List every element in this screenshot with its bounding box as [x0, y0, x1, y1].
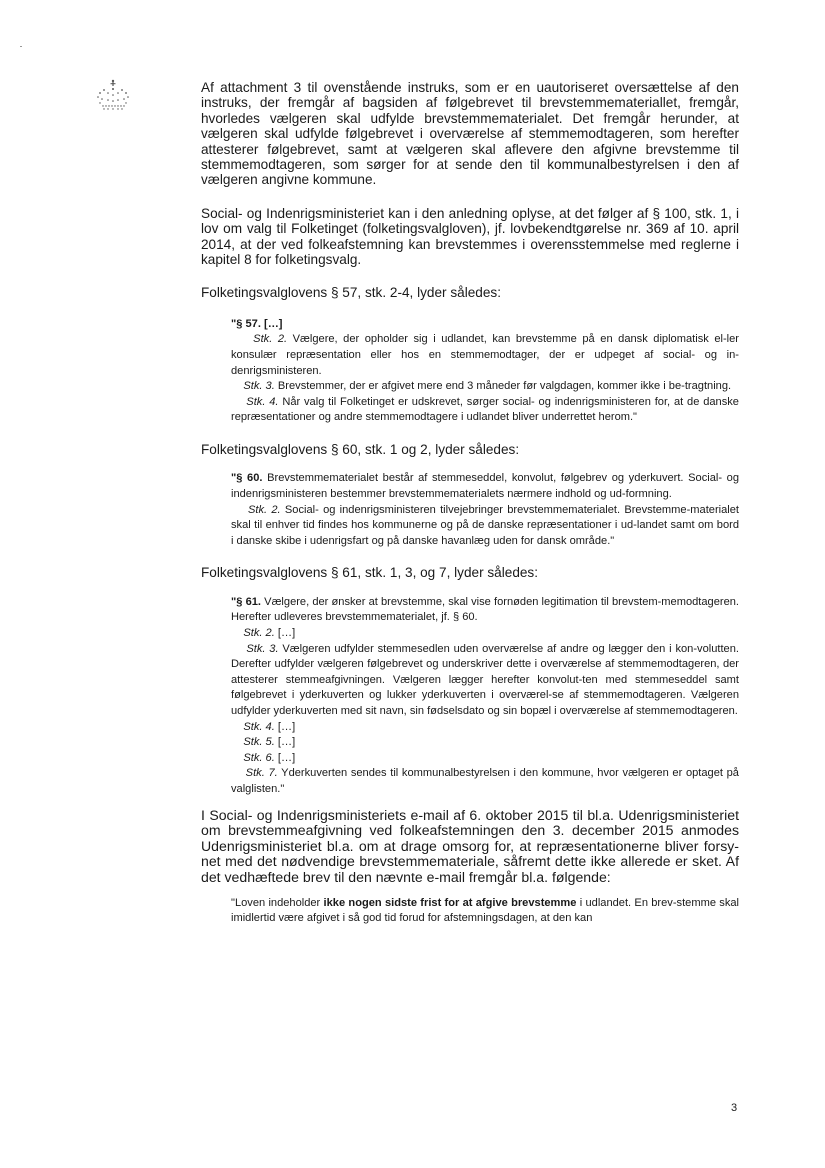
quote-60-stk2: Stk. 2. Social- og indenrigsministeren tilvejebringer brevstemmematerialet. Brevstemme-materialet skal til enhver tid findes hos kommunerne og på de danske repræsentationer i ud-landet samt om bord i danske skibe i udenrigsfart og på danske havanlæg uden for dansk område." — [231, 503, 739, 547]
quote-section-60 — [231, 471, 739, 549]
quote-section-57 — [231, 317, 739, 426]
paragraph-ministry: Social- og Indenrigsministeriet kan i den anledning oplyse, at det følger af § 100, stk. 1, i lov om valg til Folketinget (folketingsvalgloven), jf. lovbekendtgørelse nr. 369 af 10. april 2014, at der ved folkeafstemning kan brevstemmes i overensstemmelse med reglerne i kapitel 8 for folketingsvalg. — [201, 205, 739, 268]
quote-57-stk2: Stk. 2. Vælgere, der opholder sig i udlandet, kan brevstemme på en dansk diplomatisk el-ler konsulær repræsentation eller hos en stemmemodtager, der er udpeget af social- og in-denrigsministeren. — [231, 333, 739, 377]
quote-61-stk7: Stk. 7. Yderkuverten sendes til kommunalbestyrelsen i den kommune, hvor vælgeren er optaget på valglisten." — [231, 767, 739, 795]
paragraph-email: I Social- og Indenrigsministeriets e-mail af 6. oktober 2015 til bl.a. Udenrigsministeriet om brevstemmeafgivning ved folkeafstemningen den 3. december 2015 anmodes Udenrigsministeriet bl.a. om at drage omsorg for, at repræsentationerne bliver forsy-net med det nødvendige brevstemmemateriale, såfremt dette ikke allerede er sket. Af det vedhæftede brev til den nævnte e-mail fremgår bl.a. følgende: — [201, 806, 739, 885]
quote-61-stk2: Stk. 2. […] — [243, 627, 296, 639]
quote-60-stk1: "§ 60. Brevstemmematerialet består af stemmeseddel, konvolut, følgebrev og yderkuvert. Social- og indenrigsministeren bestemmer brevstemmematerialets nærmere indhold og ud-formning. — [231, 472, 739, 501]
scan-speck — [20, 46, 22, 47]
page-number: 3 — [731, 1102, 738, 1114]
quote-61-stk3: Stk. 3. Vælgeren udfylder stemmesedlen uden overværelse af andre og lægger den i kon-volutten. Derefter udfylder vælgeren følgebrevet og underskriver dette i overværelse af stemmemodtageren, der attesterer stemmeafgivningen. Vælgeren lægger herefter konvolut-ten med stemmeseddel samt følgebrevet i yderkuverten og lukker yderkuverten i overværel-se af stemmemodtageren. Vælgeren udfylder yderkuverten med sit navn, sin fødselsdato og sin bopæl i overværelse af stemmemodtageren. — [231, 642, 739, 717]
heading-section-61: Folketingsvalglovens § 61, stk. 1, 3, og 7, lyder således: — [201, 565, 539, 581]
quote-57-head: "§ 57. […] — [231, 317, 283, 330]
quote-57-stk4: Stk. 4. Når valg til Folketinget er udskrevet, sørger social- og indenrigsministeren for, at de danske repræsentationer og andre stemmemodtagere i udlandet bliver underrettet herom." — [231, 395, 739, 424]
paragraph-attachment: Af attachment 3 til ovenstående instruks, som er en uautoriseret oversættelse af den instruks, der fremgår af bagsiden af følgebrevet til brevstemmemateriallet, fremgår, hvorledes vælgeren skal udfylde brevstemmematerialet. Det fremgår herunder, at vælgeren skal udfylde følgebrevet i overværelse af stemmemodtageren, som herefter attesterer følgebrevet, samt at vælgeren skal aflevere den afgivne brevstemme til stemmemodtageren, som sørger for at sende den til kommunalbestyrelsen i den af vælgeren angivne kommune. — [201, 80, 739, 188]
quote-61-stk5: Stk. 5. […] — [243, 736, 296, 749]
quote-61-stk1: "§ 61. Vælgere, der ønsker at brevstemme, skal vise fornøden legitimation til brevstem-memodtageren. Herefter udleveres brevstemmematerialet, jf. § 60. — [231, 595, 740, 624]
heading-section-60: Folketingsvalglovens § 60, stk. 1 og 2, lyder således: — [201, 442, 520, 458]
quote-61-stk4: Stk. 4. […] — [243, 720, 296, 733]
quote-61-stk6: Stk. 6. […] — [243, 751, 296, 764]
quote-letter-text: "Loven indeholder ikke nogen sidste frist for at afgive brevstemme i udlandet. En brev-stemme skal imidlertid være afgivet i så god tid forud for afstemningsdagen, at den kan — [231, 896, 739, 925]
crown-logo — [92, 78, 134, 114]
body-text — [201, 80, 739, 927]
quote-section-61 — [231, 595, 739, 798]
quote-57-stk3: Stk. 3. Brevstemmer, der er afgivet mere end 3 måneder før valgdagen, kommer ikke i be-tragtning. — [243, 380, 732, 393]
quote-letter — [231, 896, 739, 927]
heading-section-57: Folketingsvalglovens § 57, stk. 2-4, lyder således: — [201, 285, 501, 301]
